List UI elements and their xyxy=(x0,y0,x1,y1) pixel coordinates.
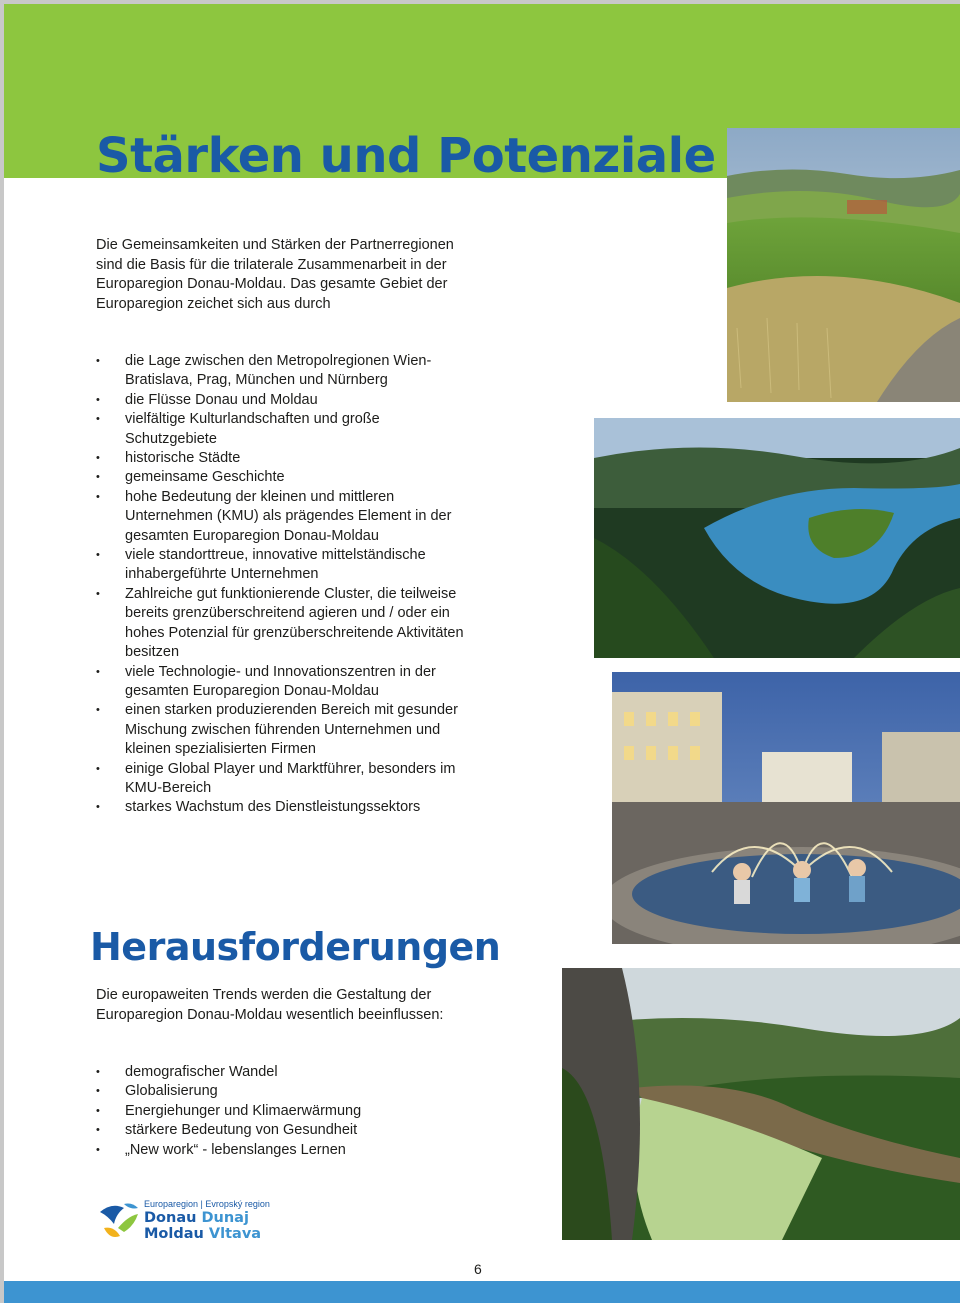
logo-line-1 xyxy=(144,1210,249,1226)
list-item: • die Flüsse Donau und Moldau xyxy=(96,391,472,410)
list-item: • vielfältige Kulturlandschaften und große Schutzgebiete xyxy=(96,410,472,449)
list-item: • hohe Bedeutung der kleinen und mittleren Unternehmen (KMU) als prägendes Element in der gesamten Europaregion Donau-Moldau xyxy=(96,488,472,546)
page-title: Stärken und Potenziale xyxy=(96,128,716,184)
photo-town-fountain xyxy=(612,672,960,944)
photo-river-bend xyxy=(594,418,960,658)
logo-line-2 xyxy=(144,1226,261,1242)
list-item: • „New work“ - lebenslanges Lernen xyxy=(96,1141,496,1160)
list-item: • einen starken produzierenden Bereich mit gesunder Mischung zwischen führenden Unternehmen und kleinen spezialisierten Firmen xyxy=(96,701,472,759)
logo-word-donau: Donau xyxy=(144,1210,197,1226)
list-item: • Energiehunger und Klimaerwärmung xyxy=(96,1102,496,1121)
intro-paragraph: Die Gemeinsamkeiten und Stärken der Partnerregionen sind die Basis für die trilaterale Zusammenarbeit in der Europaregion Donau-Moldau. Das gesamte Gebiet der Europaregion zeichet sich aus durch xyxy=(96,237,454,312)
challenges-list xyxy=(96,1063,496,1160)
logo-word-vltava: Vltava xyxy=(208,1226,262,1242)
logo-mark-icon xyxy=(98,1198,140,1242)
list-item: • einige Global Player und Marktführer, besonders im KMU-Bereich xyxy=(96,760,472,799)
list-item: • starkes Wachstum des Dienstleistungssektors xyxy=(96,798,472,817)
list-item: • gemeinsame Geschichte xyxy=(96,468,472,487)
footer-bar xyxy=(4,1281,960,1303)
list-item: • die Lage zwischen den Metropolregionen Wien-Bratislava, Prag, München und Nürnberg xyxy=(96,352,472,391)
list-item: • demografischer Wandel xyxy=(96,1063,496,1082)
challenges-title: Herausforderungen xyxy=(90,925,501,969)
strengths-list xyxy=(96,352,472,818)
logo-word-moldau: Moldau xyxy=(144,1226,204,1242)
list-item: • viele standorttreue, innovative mittelständische inhabergeführte Unternehmen xyxy=(96,546,472,585)
logo-word-dunaj: Dunaj xyxy=(201,1210,249,1226)
europaregion-logo xyxy=(98,1196,268,1246)
list-item: • Globalisierung xyxy=(96,1082,496,1101)
list-item: • historische Städte xyxy=(96,449,472,468)
photo-river-valley xyxy=(562,968,960,1240)
logo-subtitle: Europaregion | Evropský region xyxy=(144,1199,270,1209)
list-item: • Zahlreiche gut funktionierende Cluster, die teilweise bereits grenzüberschreitend agieren und / oder ein hohes Potenzial für grenzüberschreitende Aktivitäten besitzen xyxy=(96,585,472,663)
list-item: • stärkere Bedeutung von Gesundheit xyxy=(96,1121,496,1140)
challenges-intro: Die europaweiten Trends werden die Gestaltung der Europaregion Donau-Moldau wesentlich beeinflussen: xyxy=(96,987,444,1023)
photo-countryside xyxy=(727,128,960,402)
page-frame-left xyxy=(0,0,4,1303)
page-number: 6 xyxy=(474,1261,482,1277)
list-item: • viele Technologie- und Innovationszentren in der gesamten Europaregion Donau-Moldau xyxy=(96,663,472,702)
